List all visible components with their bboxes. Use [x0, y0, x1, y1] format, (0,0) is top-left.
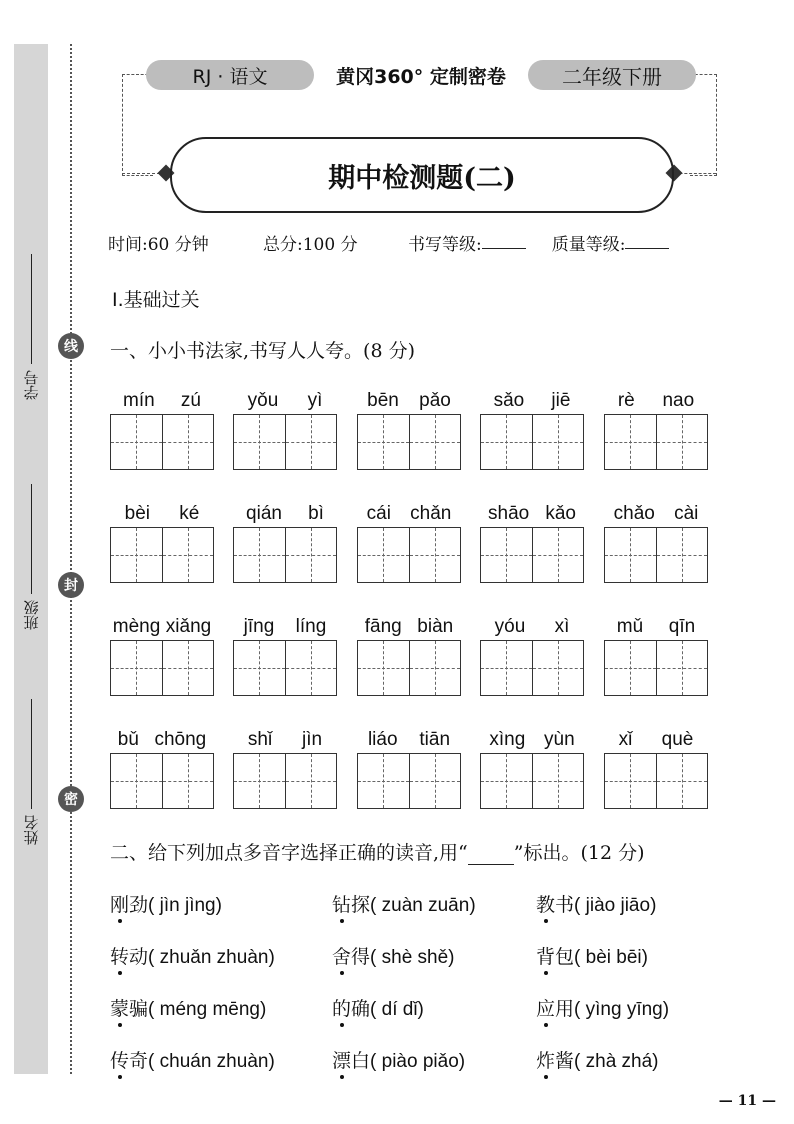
class-blank — [30, 484, 32, 594]
word-character: 骗 — [129, 998, 149, 1020]
polyphone-item — [332, 942, 455, 969]
writing-cell[interactable] — [111, 641, 162, 695]
pinyin-label — [233, 616, 337, 640]
pinyin-syllable: liáo — [367, 729, 398, 750]
pinyin-label — [233, 729, 337, 753]
writing-word-box — [604, 390, 708, 470]
writing-word-box — [604, 729, 708, 809]
tian-zi-grid — [480, 414, 584, 470]
pinyin-syllable: mǔ — [616, 616, 644, 637]
pinyin-syllable: shǐ — [247, 729, 273, 750]
polyphone-item — [110, 994, 266, 1021]
pinyin-syllable: yóu — [494, 616, 526, 637]
tian-zi-grid — [357, 414, 461, 470]
tian-zi-grid — [604, 753, 708, 809]
tian-zi-grid — [604, 414, 708, 470]
dotted-character: 应 — [536, 998, 556, 1020]
subject-tag: RJ · 语文 — [146, 60, 314, 90]
class-field — [18, 470, 44, 630]
writing-word-box — [110, 390, 214, 470]
pinyin-syllable: cái — [366, 503, 391, 524]
pinyin-syllable: ké — [179, 503, 200, 524]
tian-zi-grid — [110, 527, 214, 583]
writing-word-box — [110, 503, 214, 583]
pinyin-label — [480, 616, 584, 640]
pinyin-syllable: qián — [246, 503, 282, 524]
polyphone-item — [536, 942, 648, 969]
pinyin-syllable: yì — [307, 390, 323, 411]
writing-cell[interactable] — [285, 754, 336, 808]
pinyin-syllable: mèng — [112, 616, 161, 637]
writing-cell[interactable] — [358, 641, 409, 695]
dotted-character: 炸 — [536, 1050, 556, 1072]
writing-word-box — [604, 503, 708, 583]
writing-cell[interactable] — [162, 641, 213, 695]
series-name: 黄冈360° 定制密卷 — [336, 66, 506, 88]
pinyin-syllable: yǒu — [247, 390, 279, 411]
name-blank — [30, 699, 32, 809]
writing-word-box — [604, 616, 708, 696]
writing-word-box — [480, 390, 584, 470]
pinyin-syllable: xìng — [489, 729, 526, 750]
writing-grade-label: 书写等级: — [408, 235, 482, 255]
polyphone-item — [332, 994, 424, 1021]
tian-zi-grid — [357, 753, 461, 809]
writing-word-box — [233, 729, 337, 809]
writing-cell[interactable] — [409, 528, 460, 582]
writing-word-box — [480, 503, 584, 583]
tian-zi-grid — [110, 640, 214, 696]
pinyin-syllable: pǎo — [419, 390, 451, 411]
word-character: 确 — [351, 998, 371, 1020]
writing-cell[interactable] — [234, 754, 285, 808]
writing-cell[interactable] — [285, 528, 336, 582]
writing-cell[interactable] — [656, 641, 707, 695]
pinyin-syllable: kǎo — [545, 503, 576, 524]
word-character: 动 — [129, 946, 149, 968]
writing-word-box — [233, 503, 337, 583]
student-id-label: 学号 — [22, 370, 41, 400]
dotted-character: 刚 — [110, 894, 130, 916]
writing-cell[interactable] — [162, 754, 213, 808]
polyphone-item — [110, 1046, 275, 1073]
seal-mark-line: 线 — [58, 333, 84, 359]
writing-grade-blank[interactable] — [482, 230, 526, 249]
word-character: 劲 — [129, 894, 149, 916]
dotted-character: 教 — [536, 894, 556, 916]
pronunciation-options[interactable]: ( dí dǐ) — [370, 999, 424, 1020]
pinyin-label — [357, 616, 461, 640]
word-character: 得 — [351, 946, 371, 968]
pinyin-label — [110, 616, 214, 640]
writing-cell[interactable] — [481, 528, 532, 582]
pinyin-label — [233, 503, 337, 527]
pinyin-syllable: qīn — [668, 616, 696, 637]
pinyin-syllable: xì — [554, 616, 570, 637]
word-character: 酱 — [555, 1050, 575, 1072]
writing-cell[interactable] — [234, 528, 285, 582]
pinyin-syllable: xǐ — [618, 729, 633, 750]
pronunciation-options[interactable]: ( chuán zhuàn) — [148, 1051, 275, 1072]
writing-cell[interactable] — [285, 641, 336, 695]
pinyin-syllable: chǎo — [613, 503, 655, 524]
tian-zi-grid — [233, 640, 337, 696]
page-number: — 11 — — [718, 1093, 776, 1109]
pinyin-label — [233, 390, 337, 414]
pinyin-syllable: jīng — [243, 616, 275, 637]
pinyin-syllable: líng — [295, 616, 327, 637]
pronunciation-options[interactable]: ( jiào jiāo) — [574, 895, 657, 916]
name-field — [18, 685, 44, 845]
tian-zi-grid — [233, 527, 337, 583]
pinyin-syllable: què — [661, 729, 694, 750]
writing-cell[interactable] — [111, 754, 162, 808]
pinyin-syllable: yùn — [544, 729, 575, 750]
pinyin-label — [604, 503, 708, 527]
pronunciation-options[interactable]: ( jìn jìng) — [148, 895, 222, 916]
pinyin-syllable: biàn — [417, 616, 454, 637]
pronunciation-options[interactable]: ( bèi bēi) — [574, 947, 648, 968]
writing-cell[interactable] — [162, 415, 213, 469]
writing-cell[interactable] — [481, 415, 532, 469]
question-2-title — [110, 838, 645, 865]
writing-word-box — [233, 616, 337, 696]
writing-cell[interactable] — [111, 528, 162, 582]
writing-word-box — [110, 729, 214, 809]
pinyin-syllable: bì — [308, 503, 324, 524]
pinyin-label — [604, 390, 708, 414]
class-label: 班级 — [22, 600, 41, 630]
writing-cell[interactable] — [532, 528, 583, 582]
dotted-character: 转 — [110, 946, 130, 968]
tian-zi-grid — [110, 414, 214, 470]
pinyin-label — [110, 503, 214, 527]
writing-cell[interactable] — [234, 641, 285, 695]
pinyin-syllable: xiǎng — [165, 616, 212, 637]
tian-zi-grid — [480, 753, 584, 809]
pinyin-label — [110, 390, 214, 414]
writing-cell[interactable] — [656, 528, 707, 582]
writing-cell[interactable] — [532, 415, 583, 469]
pronunciation-options[interactable]: ( zuàn zuān) — [370, 895, 476, 916]
writing-cell[interactable] — [285, 415, 336, 469]
writing-cell[interactable] — [111, 415, 162, 469]
polyphone-item — [536, 1046, 659, 1073]
pinyin-syllable: tiān — [419, 729, 451, 750]
writing-cell[interactable] — [234, 415, 285, 469]
dotted-character: 漂 — [332, 1050, 352, 1072]
word-character: 用 — [555, 998, 575, 1020]
pronunciation-options[interactable]: ( shè shě) — [370, 947, 455, 968]
polyphone-item — [332, 890, 476, 917]
tian-zi-grid — [233, 753, 337, 809]
pronunciation-options[interactable]: ( zhà zhá) — [574, 1051, 659, 1072]
pronunciation-options[interactable]: ( méng mēng) — [148, 999, 267, 1020]
dotted-character: 钻 — [332, 894, 352, 916]
writing-word-box — [480, 616, 584, 696]
pinyin-label — [604, 616, 708, 640]
exam-meta — [108, 230, 748, 255]
tian-zi-grid — [604, 527, 708, 583]
seal-mark-secret: 密 — [58, 786, 84, 812]
tian-zi-grid — [604, 640, 708, 696]
pinyin-label — [480, 390, 584, 414]
question-1-title: 一、小小书法家,书写人人夸。(8 分) — [110, 340, 415, 362]
tian-zi-grid — [357, 527, 461, 583]
time-limit: 时间:60 分钟 — [108, 235, 209, 255]
pinyin-syllable: chǎn — [410, 503, 452, 524]
pinyin-syllable: fāng — [364, 616, 402, 637]
pinyin-syllable: bèi — [124, 503, 150, 524]
pinyin-syllable: zú — [180, 390, 201, 411]
polyphone-item — [536, 994, 669, 1021]
dotted-character: 舍 — [332, 946, 352, 968]
polyphone-item — [536, 890, 656, 917]
writing-word-box — [233, 390, 337, 470]
grade-tag: 二年级下册 — [528, 60, 696, 90]
word-character: 奇 — [129, 1050, 149, 1072]
word-character: 探 — [351, 894, 371, 916]
word-character: 书 — [555, 894, 575, 916]
student-id-blank — [30, 254, 32, 364]
pinyin-syllable: jiē — [551, 390, 571, 411]
pronunciation-options[interactable]: ( zhuǎn zhuàn) — [148, 947, 275, 968]
exam-title — [170, 137, 674, 213]
mark-underline-sample — [468, 850, 514, 865]
writing-word-box — [357, 503, 461, 583]
writing-cell[interactable] — [162, 528, 213, 582]
binding-dotted-line — [70, 44, 72, 1074]
seal-mark-seal: 封 — [58, 572, 84, 598]
pinyin-syllable: sǎo — [493, 390, 525, 411]
question-2-title-start: 二、给下列加点多音字选择正确的读音,用“ — [110, 842, 468, 864]
pinyin-syllable: shāo — [488, 503, 530, 524]
pinyin-syllable: rè — [617, 390, 635, 411]
quality-grade-label: 质量等级: — [551, 235, 626, 255]
section-heading: Ⅰ.基础过关 — [112, 289, 200, 311]
header-bracket-left — [122, 74, 153, 176]
pinyin-label — [357, 503, 461, 527]
pinyin-label — [604, 729, 708, 753]
pinyin-syllable: mín — [123, 390, 155, 411]
tian-zi-grid — [480, 527, 584, 583]
header-bracket-right — [690, 74, 717, 176]
writing-cell[interactable] — [605, 754, 656, 808]
student-id-field — [18, 240, 44, 400]
writing-word-box — [357, 616, 461, 696]
writing-word-box — [480, 729, 584, 809]
pinyin-label — [480, 729, 584, 753]
writing-cell[interactable] — [358, 415, 409, 469]
writing-cell[interactable] — [656, 754, 707, 808]
writing-cell[interactable] — [358, 528, 409, 582]
pinyin-syllable: bēn — [367, 390, 399, 411]
dotted-character: 的 — [332, 998, 352, 1020]
name-label: 姓名 — [22, 815, 41, 845]
question-2-title-end: ”标出。(12 分) — [513, 842, 645, 864]
writing-cell[interactable] — [481, 754, 532, 808]
tian-zi-grid — [233, 414, 337, 470]
pinyin-syllable: nao — [662, 390, 695, 411]
polyphone-item — [332, 1046, 465, 1073]
total-score: 总分:100 分 — [263, 235, 358, 255]
writing-cell[interactable] — [409, 754, 460, 808]
writing-cell[interactable] — [605, 415, 656, 469]
pinyin-syllable: cài — [674, 503, 699, 524]
pinyin-syllable: jìn — [302, 729, 323, 750]
writing-cell[interactable] — [409, 415, 460, 469]
writing-word-box — [110, 616, 214, 696]
tian-zi-grid — [110, 753, 214, 809]
pinyin-syllable: bǔ — [117, 729, 139, 750]
dotted-character: 背 — [536, 946, 556, 968]
writing-word-box — [357, 729, 461, 809]
pinyin-syllable: chōng — [154, 729, 207, 750]
quality-grade-blank[interactable] — [625, 230, 669, 249]
pronunciation-options[interactable]: ( piào piǎo) — [370, 1051, 466, 1072]
tian-zi-grid — [357, 640, 461, 696]
writing-cell[interactable] — [656, 415, 707, 469]
pinyin-label — [357, 390, 461, 414]
writing-cell[interactable] — [532, 754, 583, 808]
exam-title-text: 期中检测题(二) — [328, 162, 516, 194]
writing-cell[interactable] — [409, 641, 460, 695]
word-character: 白 — [351, 1050, 371, 1072]
writing-cell[interactable] — [481, 641, 532, 695]
dotted-character: 蒙 — [110, 998, 130, 1020]
dotted-character: 传 — [110, 1050, 130, 1072]
pronunciation-options[interactable]: ( yìng yīng) — [574, 999, 670, 1020]
polyphone-item — [110, 890, 222, 917]
pinyin-label — [357, 729, 461, 753]
pinyin-label — [480, 503, 584, 527]
tian-zi-grid — [480, 640, 584, 696]
writing-cell[interactable] — [605, 641, 656, 695]
writing-cell[interactable] — [532, 641, 583, 695]
pinyin-label — [110, 729, 214, 753]
polyphone-item — [110, 942, 275, 969]
writing-word-box — [357, 390, 461, 470]
writing-cell[interactable] — [605, 528, 656, 582]
word-character: 包 — [555, 946, 575, 968]
writing-cell[interactable] — [358, 754, 409, 808]
